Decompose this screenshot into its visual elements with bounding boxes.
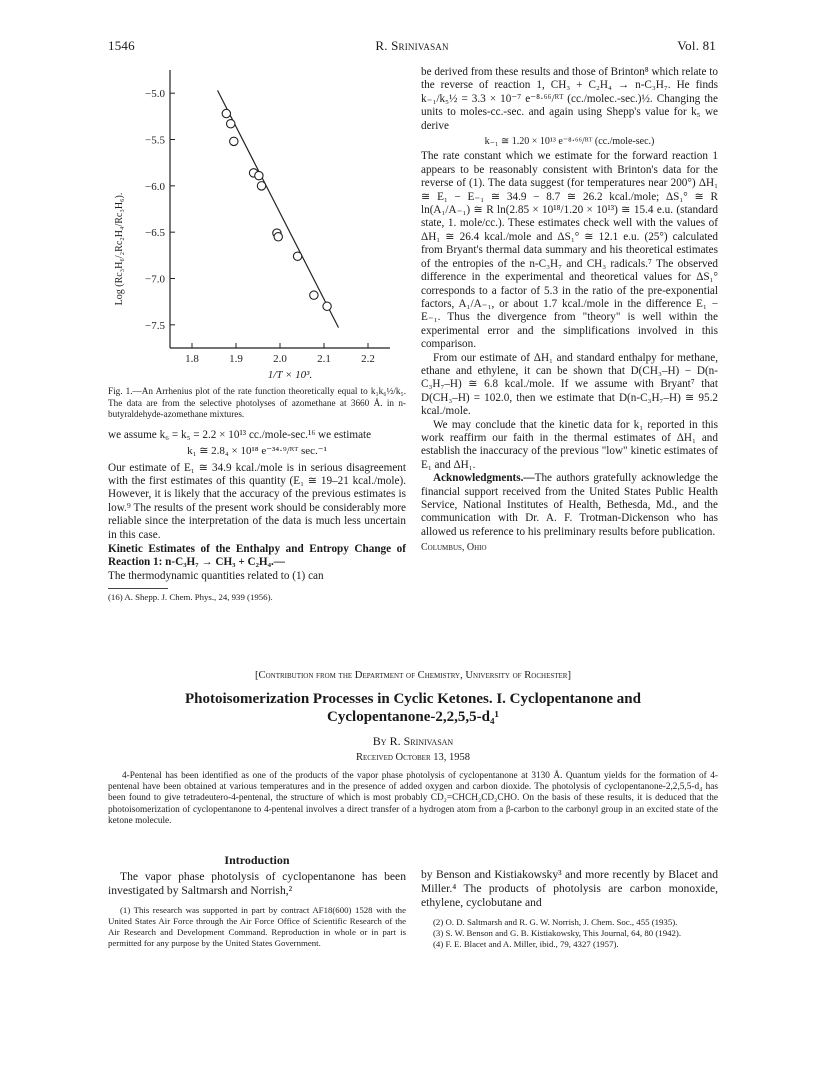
abstract: 4-Pentenal has been identified as one of the products of the vapor phase photolysis of cyclopentanone at 3130 Å. Quantum yields for the formation of 4-pentenal have been obtained at various temperatures and in the presence of added oxygen and carbon dioxide. The photolysis of cyclopentanone-2,2,5,5-d₄ has been found to give tetradeutero-4-pentenal, the structure of which is most probably CD₂=CHCH₂CD₂CHO. On the basis of these results, it is deduced that the photoisomerization of cyclopentanone to 4-pentenal involves a direct transfer of a hydrogen atom from a β-carbon to the carbonyl group in an excited state of the ketone molecule. <box>108 771 718 826</box>
data-point <box>323 302 331 310</box>
acknowledgments-text: The authors gratefully acknowledge the financial support received from the United States Public Health Service, National Institutes of Health, Bethesda, Md., and the communication with Dr. A. F. Trotman-Dickenson who has allowed us reference to his preliminary results before publication. <box>421 472 718 538</box>
y-axis-label: Log (Rc₃H₆/₂Rc₂H₄/Rc₃H₆). <box>114 192 125 306</box>
left-paragraph-1: we assume k₆ = k₅ = 2.2 × 10¹³ cc./mole-sec.¹⁶ we estimate <box>108 428 372 441</box>
footnote-rule <box>108 588 168 589</box>
page-number: 1546 <box>108 38 135 53</box>
data-point <box>255 171 263 179</box>
footnotes-right <box>421 917 718 950</box>
right-column <box>421 66 718 555</box>
right-paragraph-2: The rate constant which we estimate for the forward reaction 1 appears to be reasonably consistent with Brinton's data for the reverse of (1). The data suggest (for temperatures near 200°) ΔH₁ ≅ E₁ − E₋₁ ≅ 34.9 − 8.7 ≅ 26.2 kcal./mole; ΔS₁° ≅ R ln(A₁/A₋₁) ≅ R ln(2.85 × 10¹⁸/1.20 × 10¹³) ≅ 15.4 e.u. (standard state, 1. mole/cc.). These estimates check well with the values of ΔH₁ ≅ 26.4 kcal./mole and ΔS₁° ≅ 12.1 e.u. (25°) calculated from Bryant's thermal data summary and his theoretical estimates of the entropies of the n-C₃H₇ and CH₃ radicals.⁷ The observed difference in the experimental and theoretical values for ΔS₁° corresponds to a factor of 5.3 in the ratio of the pre-exponential factors, A₁/A₋₁, or about 1.7 kcal./mole in the difference E₁ − E₋₁. Thus the divergence from "theory" is well within the experimental error and the simplifications involved in this comparison. <box>421 150 718 351</box>
data-point <box>293 252 301 260</box>
acknowledgments-heading: Acknowledgments.— <box>433 472 535 485</box>
right-paragraph-4: We may conclude that the kinetic data for k₁ reported in this work reaffirm our faith in the thermal estimates of ΔH₁ and establish the inaccuracy of the previous "low" kinetic estimates of E₁ and ΔH₁. <box>421 418 718 471</box>
right-equation-1: k₋₁ ≅ 1.20 × 10¹³ e⁻⁸·⁶⁶/ᴿᵀ (cc./mole-sec.) <box>484 136 655 148</box>
x-axis-label: 1/T × 10³. <box>267 369 313 381</box>
x-tick-label: 1.9 <box>229 353 243 365</box>
x-tick-label: 2.2 <box>361 353 375 365</box>
y-tick-label: −6.5 <box>145 227 165 240</box>
intro-paragraph-right: by Benson and Kistiakowsky³ and more recently by Blacet and Miller.⁴ The products of photolysis are carbon monoxide, ethylene, cyclobutane and <box>421 868 718 909</box>
introduction-heading: Introduction <box>224 853 290 867</box>
left-equation-1: k₁ ≅ 2.8₄ × 10¹⁸ e⁻³⁴·⁹/ᴿᵀ sec.⁻¹ <box>187 445 327 458</box>
x-tick-label: 2.0 <box>273 353 287 365</box>
location: Columbus, Ohio <box>421 542 487 554</box>
right-paragraph-1: be derived from these results and those of Brinton⁸ which relate to the reverse of reaction 1, CH₃ + C₂H₄ → n-C₃H₇. He finds k₋₁/k₅½ = 3.3 × 10⁻⁷ e⁻⁸·⁶⁶/ᴿᵀ (cc./molec.-sec.)½. Changing the units to moles-cc.-sec. and again using Shepp's value for k₅ we derive <box>421 66 718 132</box>
data-point <box>274 233 282 241</box>
left-paragraph-2: Our estimate of E₁ ≅ 34.9 kcal./mole is in serious disagreement with the first estimates of this quantity (E₁ ≅ 19–21 kcal./mole). However, it is likely that the accuracy of the previous estimates is low.⁹ The results of the present work should be considerably more reliable since the interpretation of the data is much less uncertain in this case. <box>108 461 406 541</box>
article-title <box>108 690 718 726</box>
intro-right-column <box>421 868 718 950</box>
article-title-line-1: Photoisomerization Processes in Cyclic Ketones. I. Cyclopentanone and <box>185 691 641 707</box>
y-tick-label: −6.0 <box>145 180 165 193</box>
received-date: Received October 13, 1958 <box>355 752 470 763</box>
fit-line <box>218 90 339 327</box>
footnote-1: (1) This research was supported in part by contract AF18(600) 1528 with the United States Air Force through the Air Force Office of Scientific Research of the Air Research and Development Command. Reproduction in whole or in part is permitted for any purpose by the United States Government. <box>108 905 406 949</box>
contribution-line: [Contribution from the Department of Chemistry, University of Rochester] <box>254 670 571 681</box>
volume-number: Vol. 81 <box>677 38 716 53</box>
data-point <box>227 120 235 128</box>
left-paragraph-3: The thermodynamic quantities related to (1) can <box>108 569 324 582</box>
data-point <box>257 182 265 190</box>
data-point <box>222 109 230 117</box>
data-point <box>310 291 318 299</box>
x-tick-label: 2.1 <box>317 353 331 365</box>
acknowledgments <box>421 472 718 539</box>
left-column <box>108 386 406 603</box>
intro-left-column <box>108 854 406 949</box>
footnote-4: (4) F. E. Blacet and A. Miller, ibid., 79, 4327 (1957). <box>433 939 619 949</box>
y-tick-label: −5.0 <box>145 88 165 101</box>
intro-paragraph-left: The vapor phase photolysis of cyclopentanone has been investigated by Saltmarsh and Norrish,² <box>108 870 406 898</box>
y-tick-label: −7.0 <box>145 273 165 286</box>
footnote-16: (16) A. Shepp. J. Chem. Phys., 24, 939 (1956). <box>108 592 273 603</box>
byline: By R. Srinivasan <box>372 734 454 748</box>
section-subheading: Kinetic Estimates of the Enthalpy and Entropy Change of Reaction 1: n-C₃H₇ → CH₃ + C₂H₄.— <box>108 543 406 569</box>
figure-caption: Fig. 1.—An Arrhenius plot of the rate function theoretically equal to k₁k₆½/k₅. The data are from the selective photolyses of azomethane at 3660 Å. in n-butyraldehyde-azomethane mixtures. <box>108 386 406 420</box>
data-point <box>230 137 238 145</box>
y-tick-label: −7.5 <box>145 319 165 332</box>
arrhenius-chart <box>108 66 403 384</box>
y-tick-label: −5.5 <box>145 134 165 147</box>
footnote-3: (3) S. W. Benson and G. B. Kistiakowsky, This Journal, 64, 80 (1942). <box>433 928 682 938</box>
running-author: R. Srinivasan <box>375 38 449 53</box>
footnote-2: (2) O. D. Saltmarsh and R. G. W. Norrish, J. Chem. Soc., 455 (1935). <box>433 917 678 927</box>
right-paragraph-3: From our estimate of ΔH₁ and standard enthalpy for methane, ethane and ethylene, it can be shown that D(CH₃–H) − D(n-C₃H₇–H) ≅ 6.8 kcal./mole. If we assume with Bryant⁷ that D(CH₃–H) = 102.0, then we estimate that D(n-C₃H₇–H) ≅ 95.2 kcal./mole. <box>421 351 718 418</box>
x-tick-label: 1.8 <box>185 353 199 365</box>
article-title-line-2: Cyclopentanone-2,2,5,5-d₄¹ <box>327 709 499 725</box>
